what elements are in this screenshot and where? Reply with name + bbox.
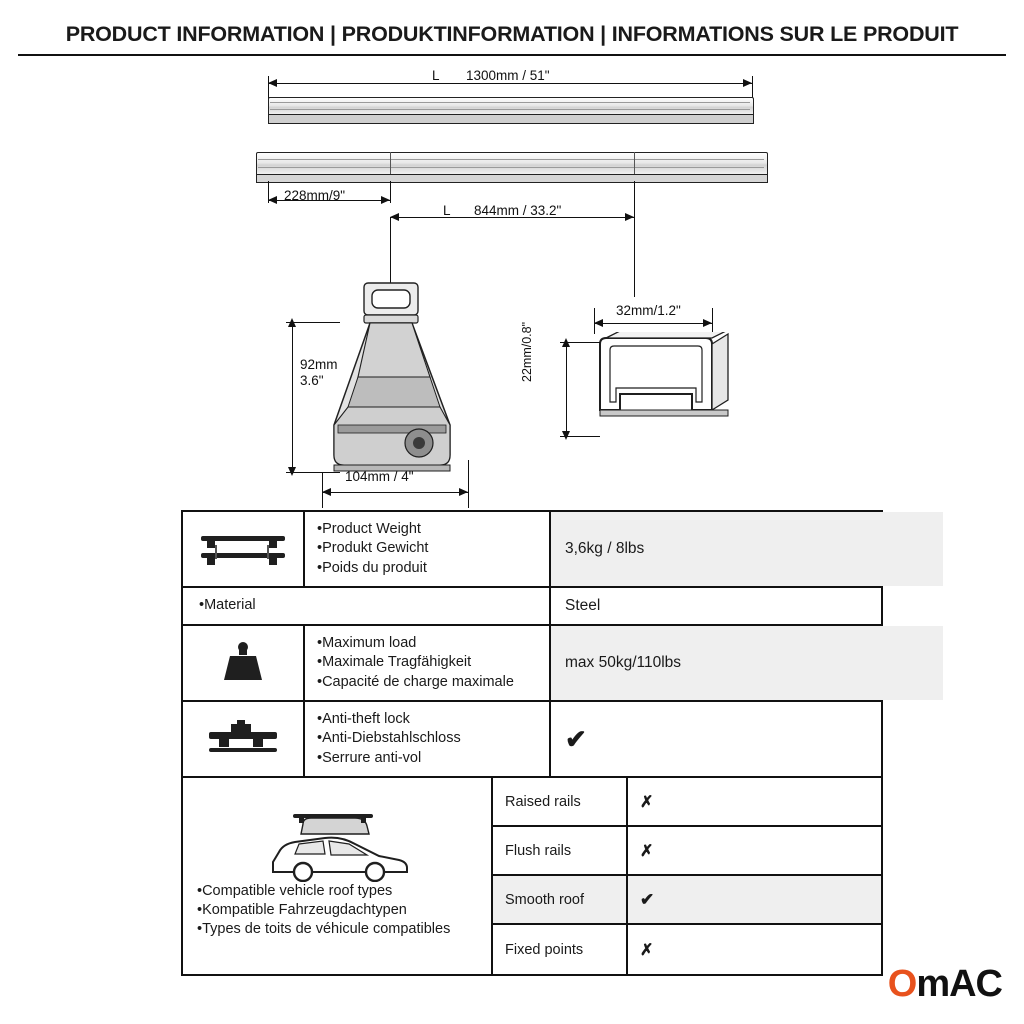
profile-height-tick-top [560,342,600,343]
foot-height-tick-top [286,322,340,323]
material-labels [183,588,551,623]
roof-type-flush-rails: Flush rails ✗ [493,827,881,876]
span-symbol: L [443,203,451,218]
page-title: PRODUCT INFORMATION | PRODUKTINFORMATION | INFORMATIONS SUR LE PRODUIT [65,22,959,46]
header-divider [18,54,1006,56]
table-row-roof-types [183,778,881,974]
span-value: 844mm / 33.2" [474,203,562,218]
maximum-load-value: max 50kg/110lbs [551,626,943,700]
crossbar-side-view [256,152,768,176]
roof-types-labels [191,882,450,939]
offset-value: 228mm/9" [284,188,346,203]
offset-arrow-left [268,196,277,204]
specification-table [181,510,883,976]
offset-arrow-right [381,196,390,204]
material-label-en: •Material [199,597,256,614]
roof-bars-icon [183,512,305,586]
profile-width-tick-right [712,308,713,334]
overall-length-value: 1300mm / 51" [466,68,550,83]
profile-width-value: 32mm/1.2" [616,303,681,318]
overall-length-arrow-left [268,79,277,87]
material-value: Steel [565,596,601,614]
foot-width-tick-right [468,460,469,508]
maximum-load-labels [305,626,551,700]
roof-types-label-fr: •Types de toits de véhicule compatibles [197,920,451,937]
table-row-product-weight [183,512,881,588]
product-weight-label-de: •Produkt Gewicht [317,540,429,557]
weight-icon [183,626,305,700]
roof-type-smooth-roof: Smooth roof ✔ [493,876,881,925]
foot-height-tick-bottom [286,472,340,473]
anti-theft-lock-label-fr: •Serrure anti-vol [317,749,422,766]
overall-length-dimline [268,83,752,84]
span-leader-right [634,181,635,297]
cross-icon: ✗ [640,941,654,959]
crossbar-side-shadow [256,174,768,183]
roof-types-list [493,778,881,974]
crossbar-top-line-1 [270,102,750,103]
anti-theft-lock-value [551,702,943,776]
technical-drawing [0,60,1024,500]
cross-icon: ✗ [640,793,654,811]
foot-width-arrow-right [459,488,468,496]
span-arrow-left [390,213,399,221]
logo-text: mAC [916,963,1002,1005]
anti-theft-lock-labels [305,702,551,776]
profile-width-arrow-left [594,319,603,327]
checkmark-icon: ✔ [640,889,655,909]
profile-cross-section [588,332,758,442]
crossbar-side-line-1 [258,159,764,160]
anti-theft-lock-label-de: •Anti-Diebstahlschloss [317,730,461,747]
product-weight-label-fr: •Poids du produit [317,559,427,576]
foot-height-dimline [292,322,293,472]
anti-theft-lock-label-en: •Anti-theft lock [317,710,410,727]
foot-width-dimline [322,492,468,493]
foot-mark-right [634,152,635,174]
profile-height-tick-bottom [560,436,600,437]
crossbar-side-line-2 [258,167,764,168]
omac-logo [888,963,1002,1006]
roof-type-raised-rails: Raised rails ✗ [493,778,881,827]
overall-length-symbol: L [432,68,440,83]
product-weight-labels [305,512,551,586]
foot-front-view [300,275,490,495]
logo-accent: O [887,963,917,1005]
roof-type-fixed-points: Fixed points ✗ [493,925,881,974]
crossbar-top-line-2 [270,109,750,110]
product-weight-label-en: •Product Weight [317,521,421,537]
roof-types-left-cell [183,778,493,974]
product-weight-value: 3,6kg / 8lbs [551,512,943,586]
maximum-load-label-de: •Maximale Tragfähigkeit [317,654,472,671]
foot-width-value: 104mm / 4" [345,469,414,484]
car-with-rack-icon [259,810,415,882]
maximum-load-label-en: •Maximum load [317,634,417,651]
table-row-maximum-load [183,626,881,702]
foot-mark-left [390,152,391,174]
checkmark-icon: ✔ [565,724,587,755]
roof-types-label-de: •Kompatible Fahrzeugdachtypen [197,901,407,918]
foot-width-arrow-left [322,488,331,496]
profile-width-dimline [594,323,712,324]
roof-types-label-en: •Compatible vehicle roof types [197,882,393,899]
profile-width-arrow-right [703,319,712,327]
foot-height-value-1: 92mm [300,357,338,372]
table-row-material [183,588,881,625]
profile-height-dimline [566,342,567,436]
foot-height-value-2: 3.6" [300,373,324,388]
lock-bar-icon [183,702,305,776]
offset-tick-right [390,181,391,203]
profile-height-value: 22mm/0.8" [520,321,534,382]
maximum-load-label-fr: •Capacité de charge maximale [317,673,514,690]
cross-icon: ✗ [640,842,654,860]
overall-length-arrow-right [743,79,752,87]
span-arrow-right [625,213,634,221]
crossbar-top-shadow [268,114,754,124]
table-row-anti-theft-lock [183,702,881,778]
